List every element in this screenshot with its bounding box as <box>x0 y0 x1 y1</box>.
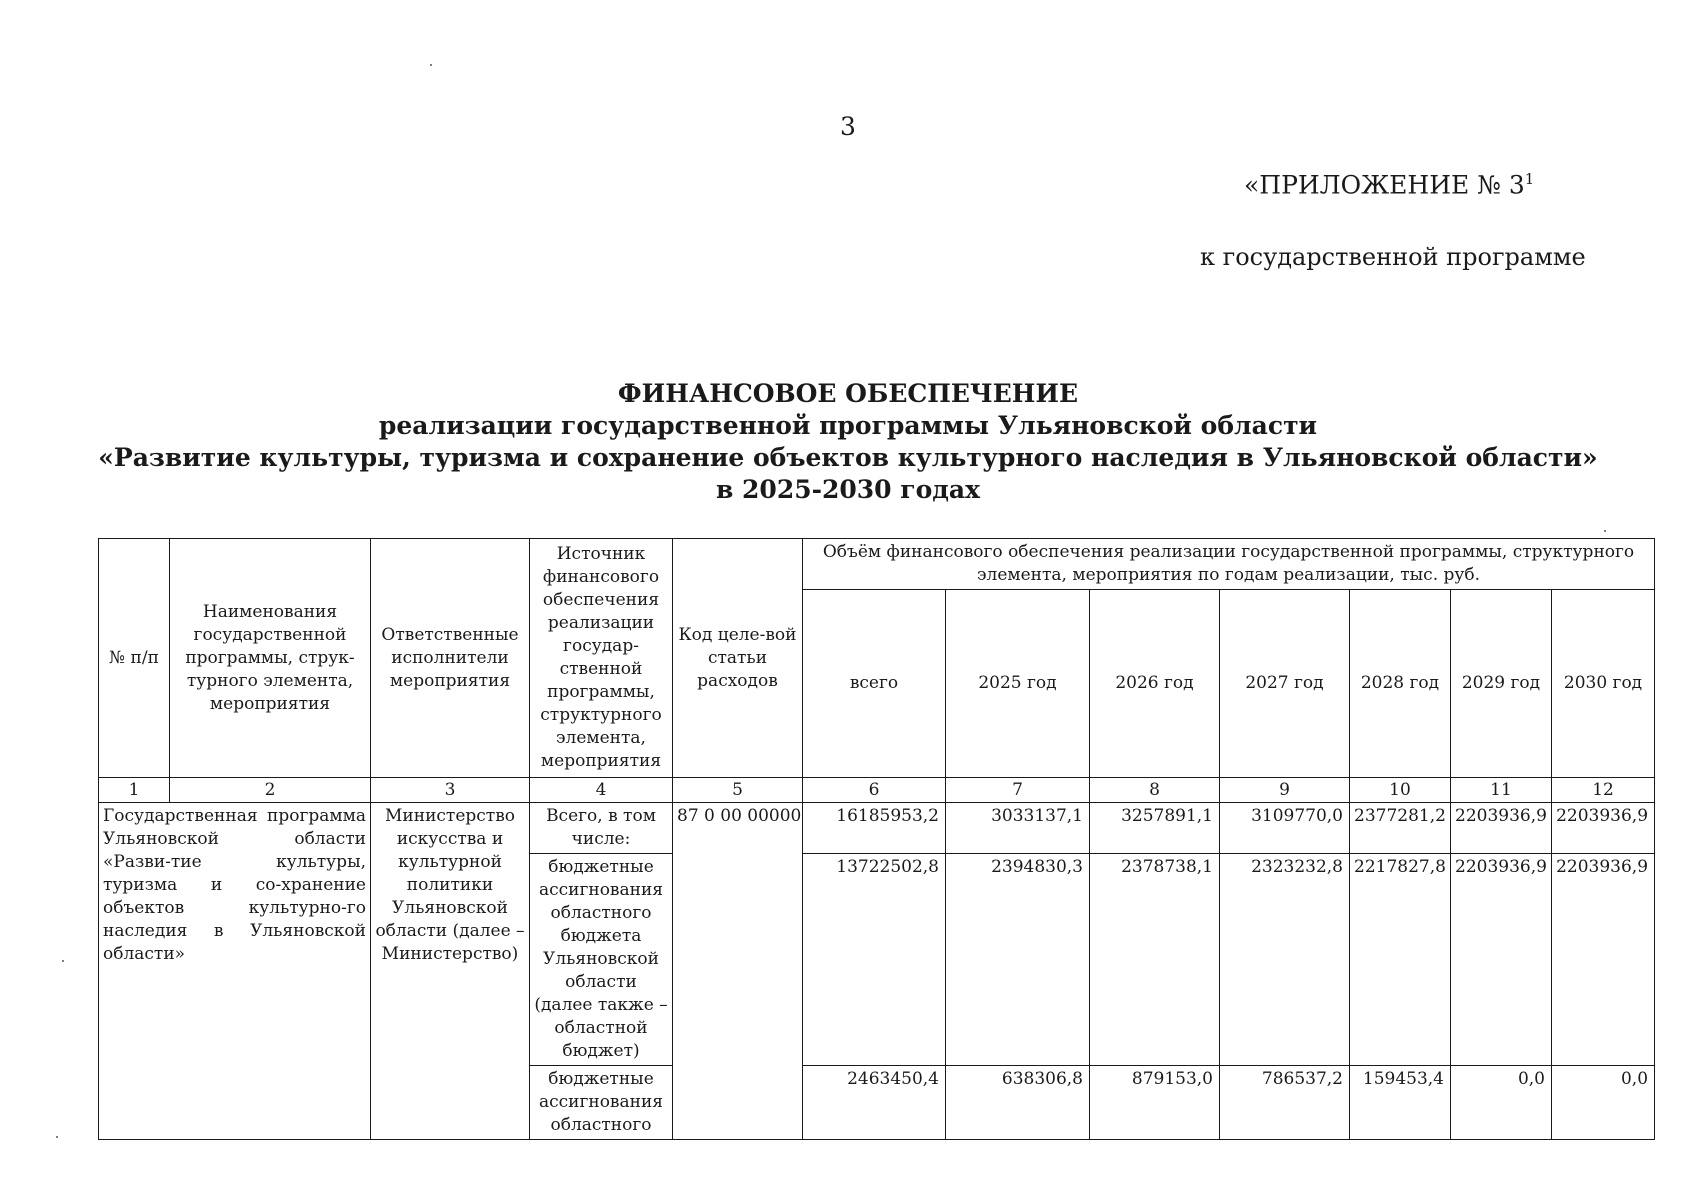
value-cell: 3257891,1 <box>1090 803 1220 854</box>
value-cell: 2377281,2 <box>1350 803 1451 854</box>
column-number: 3 <box>371 778 530 803</box>
header-2026: 2026 год <box>1090 590 1220 778</box>
title-line-3: «Развитие культуры, туризма и сохранение объектов культурного наследия в Ульяновской области» <box>98 443 1598 472</box>
program-code: 87 0 00 00000 <box>673 803 803 1140</box>
column-number: 4 <box>530 778 673 803</box>
header-row-1 <box>99 539 1655 590</box>
value-cell: 2463450,4 <box>803 1066 946 1140</box>
header-code: Код целе-вой статьи расходов <box>673 539 803 778</box>
value-cell: 13722502,8 <box>803 854 946 1066</box>
header-2025: 2025 год <box>946 590 1090 778</box>
appendix-superscript: 1 <box>1524 170 1535 188</box>
page-number: 3 <box>840 112 856 141</box>
title-line-2: реализации государственной программы Ульяновской области <box>378 411 1318 440</box>
value-cell: 2203936,9 <box>1451 854 1552 1066</box>
appendix-label-text: «ПРИЛОЖЕНИЕ № 3 <box>1244 170 1525 200</box>
column-number: 2 <box>170 778 371 803</box>
column-number-row <box>99 778 1655 803</box>
column-number: 9 <box>1220 778 1350 803</box>
source-cell: бюджетные ассигнования областного <box>530 1066 673 1140</box>
value-cell: 638306,8 <box>946 1066 1090 1140</box>
header-2028: 2028 год <box>1350 590 1451 778</box>
column-number: 8 <box>1090 778 1220 803</box>
header-num: № п/п <box>99 539 170 778</box>
value-cell: 2203936,9 <box>1451 803 1552 854</box>
column-number: 12 <box>1552 778 1655 803</box>
column-number: 10 <box>1350 778 1451 803</box>
header-name: Наименования государственной программы, струк-турного элемента, мероприятия <box>170 539 371 778</box>
value-cell: 2323232,8 <box>1220 854 1350 1066</box>
column-number: 7 <box>946 778 1090 803</box>
header-2030: 2030 год <box>1552 590 1655 778</box>
program-executor: Министерство искусства и культурной политики Ульяновской области (далее – Министерство) <box>371 803 530 1140</box>
column-number: 5 <box>673 778 803 803</box>
value-cell: 0,0 <box>1451 1066 1552 1140</box>
value-cell: 3033137,1 <box>946 803 1090 854</box>
header-source: Источник финансового обеспечения реализации государ-ственной программы, структурного элемента, мероприятия <box>530 539 673 778</box>
scan-speck <box>62 960 64 962</box>
financing-table <box>98 538 1655 1140</box>
table-row <box>99 803 1655 854</box>
value-cell: 0,0 <box>1552 1066 1655 1140</box>
scan-speck <box>1604 530 1606 532</box>
document-title <box>0 378 1696 506</box>
header-executors: Ответственные исполнители мероприятия <box>371 539 530 778</box>
header-total: всего <box>803 590 946 778</box>
appendix-subtitle: к государственной программе <box>1200 243 1586 271</box>
title-line-1: ФИНАНСОВОЕ ОБЕСПЕЧЕНИЕ <box>617 379 1079 408</box>
column-number: 11 <box>1451 778 1552 803</box>
header-2029: 2029 год <box>1451 590 1552 778</box>
value-cell: 3109770,0 <box>1220 803 1350 854</box>
column-number: 1 <box>99 778 170 803</box>
source-cell: бюджетные ассигнования областного бюджета Ульяновской области (далее также – областной бюджет) <box>530 854 673 1066</box>
scan-speck <box>56 1136 58 1138</box>
program-name: Государственная программа Ульяновской области «Разви-тие культуры, туризма и со-хранение объектов культурно-го наследия в Ульяновской области» <box>99 803 371 1140</box>
column-number: 6 <box>803 778 946 803</box>
appendix-label <box>1244 170 1534 199</box>
title-line-4: в 2025-2030 годах <box>715 475 981 504</box>
value-cell: 2203936,9 <box>1552 854 1655 1066</box>
value-cell: 879153,0 <box>1090 1066 1220 1140</box>
value-cell: 2394830,3 <box>946 854 1090 1066</box>
source-cell: Всего, в том числе: <box>530 803 673 854</box>
value-cell: 2378738,1 <box>1090 854 1220 1066</box>
header-volume-group: Объём финансового обеспечения реализации государственной программы, структурного элемента, мероприятия по годам реализации, тыс. руб. <box>803 539 1655 590</box>
value-cell: 2217827,8 <box>1350 854 1451 1066</box>
value-cell: 16185953,2 <box>803 803 946 854</box>
scan-speck <box>430 64 432 66</box>
header-2027: 2027 год <box>1220 590 1350 778</box>
value-cell: 159453,4 <box>1350 1066 1451 1140</box>
value-cell: 786537,2 <box>1220 1066 1350 1140</box>
value-cell: 2203936,9 <box>1552 803 1655 854</box>
